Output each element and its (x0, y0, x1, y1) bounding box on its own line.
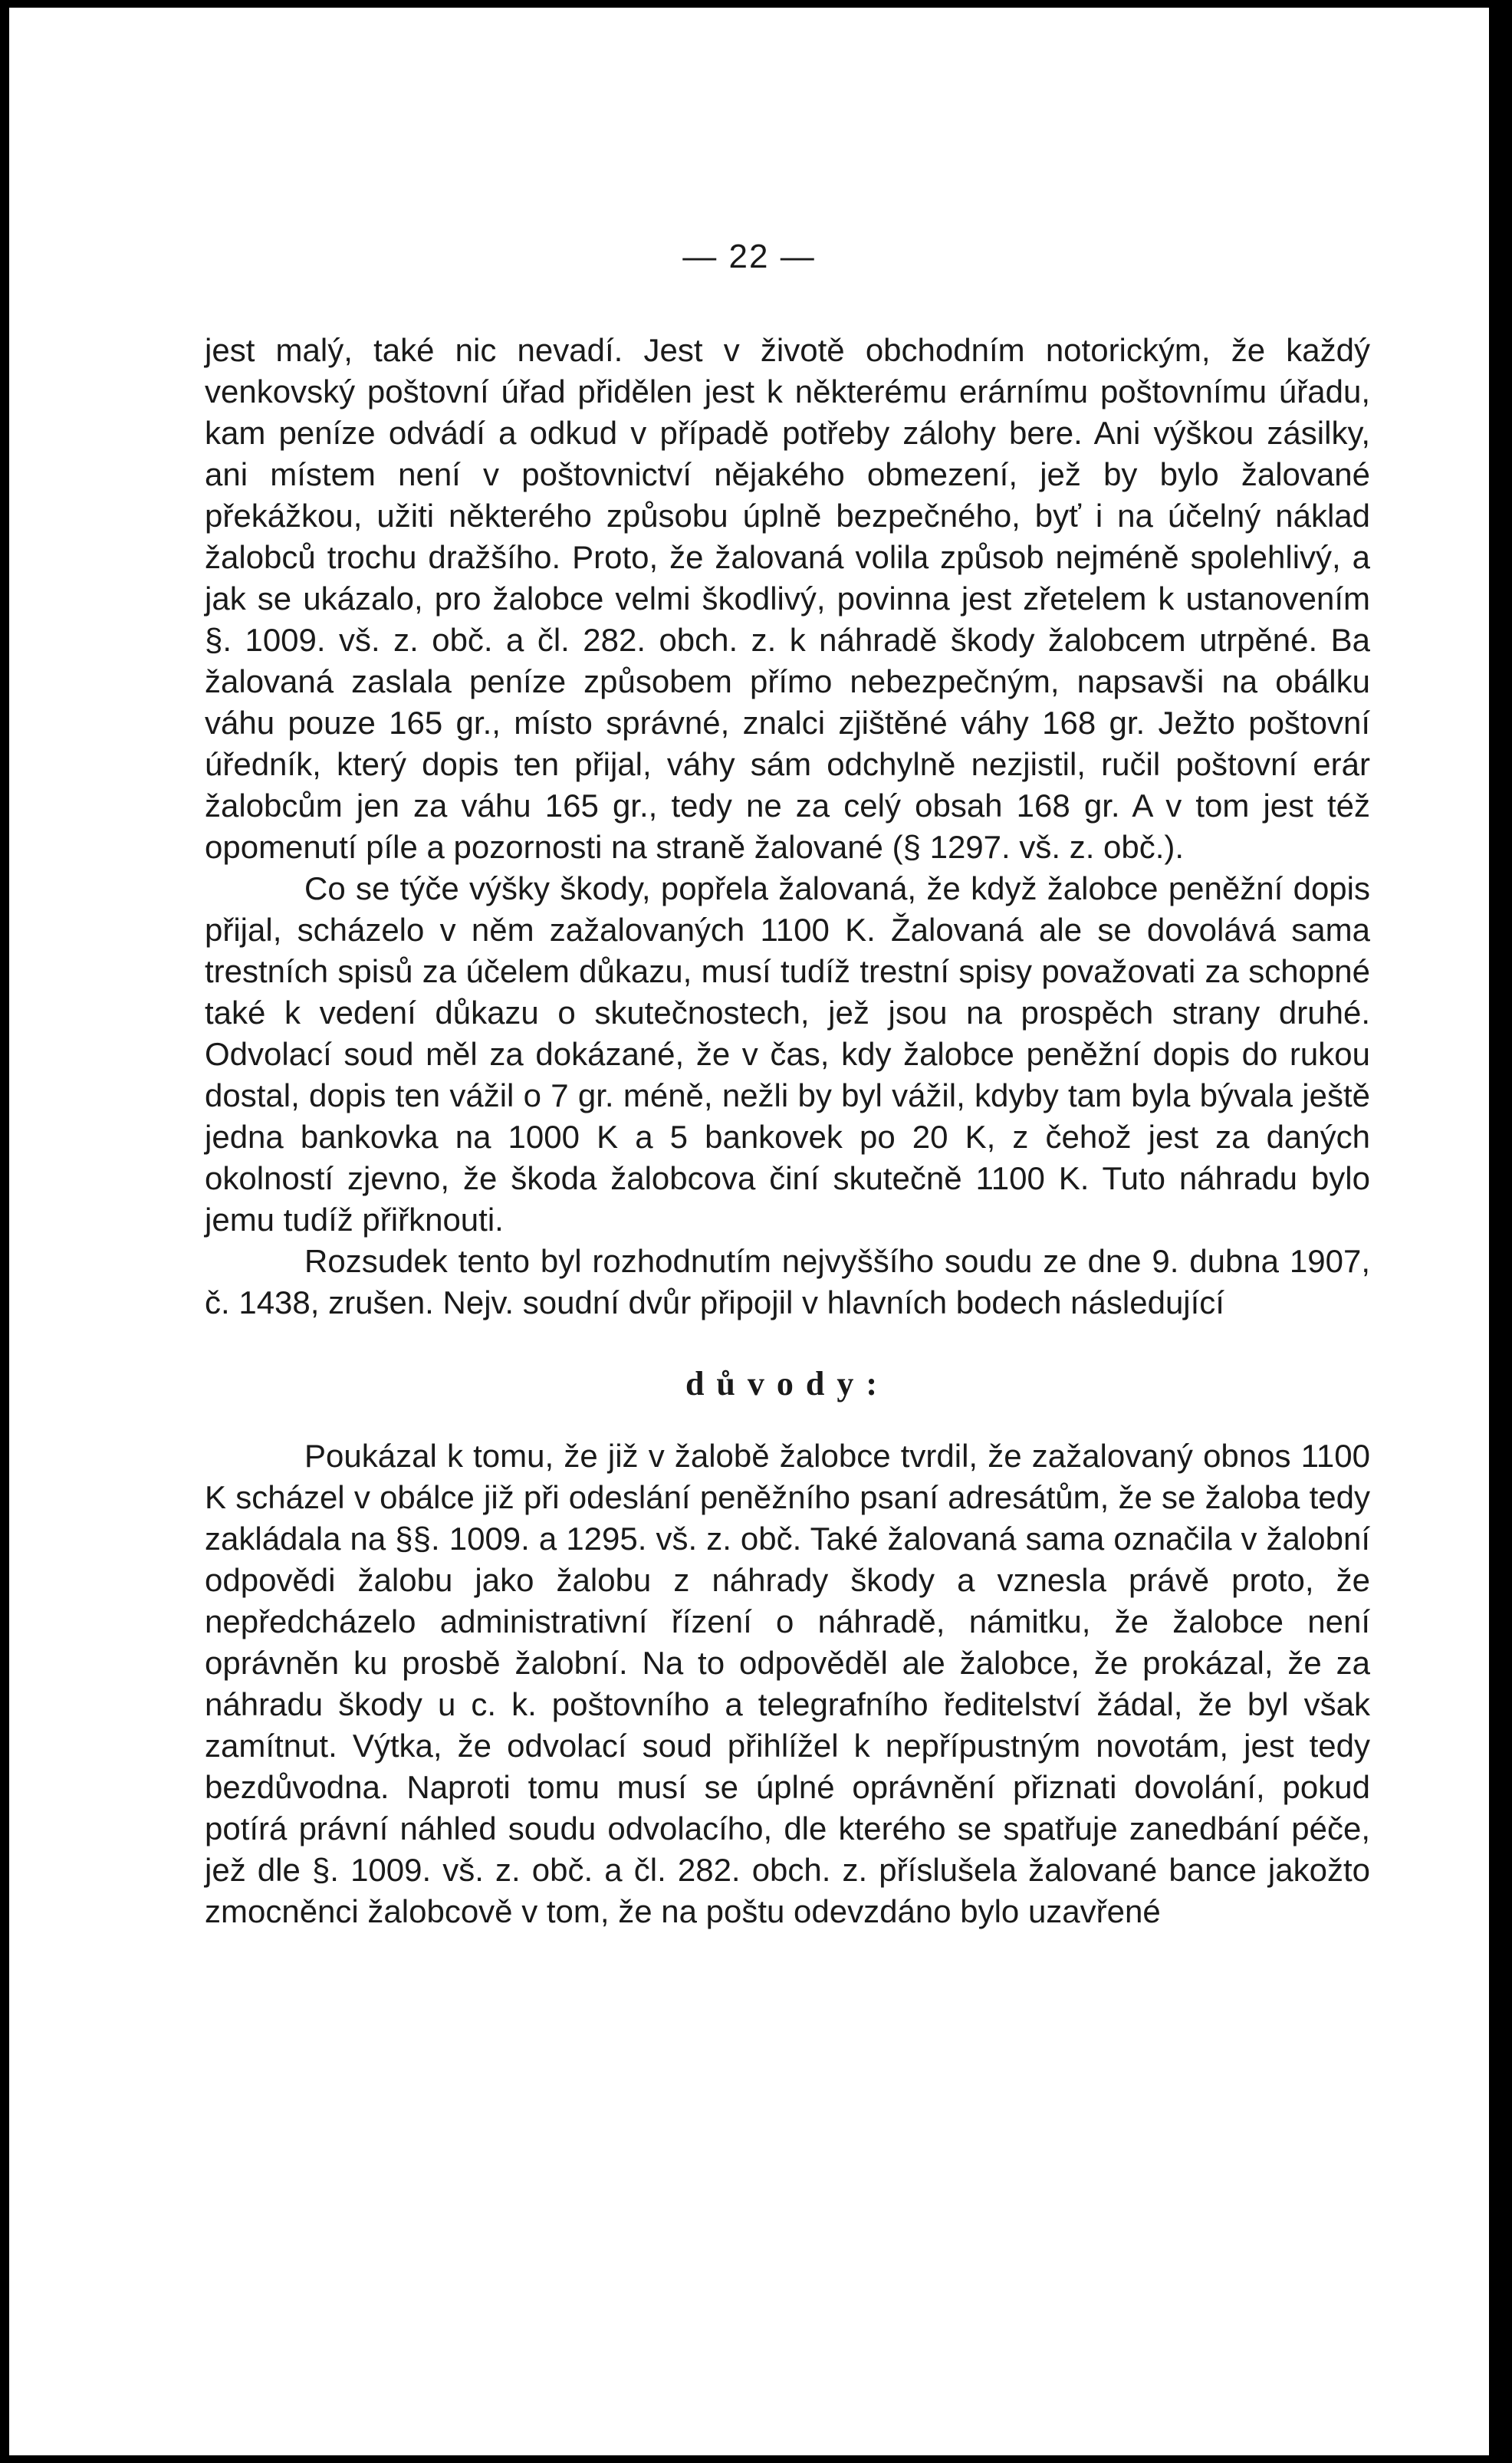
section-heading: důvody: (685, 1365, 890, 1402)
page-number: — 22 — (682, 238, 816, 275)
document-page (9, 8, 1489, 2455)
paragraph-1: jest malý, také nic nevadí. Jest v životě obchodním notorickým, že každý venkovský poštovní úřad přidělen jest k některému erárnímu poštovnímu úřadu, kam peníze odvádí a odkud v případě potřeby zálohy bere. Ani výškou zásilky, ani místem není v poštovnictví nějakého obmezení, jež by bylo žalované překážkou, užiti některého způsobu úplně bezpečného, byť i na účelný náklad žalobců trochu dražšího. Proto, že žalovaná volila způsob nejméně spolehlivý, a jak se ukázalo, pro žalobce velmi škodlivý, povinna jest zřetelem k ustanovením §. 1009. vš. z. obč. a čl. 282. obch. z. k náhradě škody žalobcem utrpěné. Ba žalovaná zaslala peníze způsobem přímo nebezpečným, napsavši na obálku váhu pouze 165 gr., místo správné, znalci zjištěné váhy 168 gr. Ježto poštovní úředník, který dopis ten přijal, váhy sám odchylně nezjistil, ručil poštovní erár žalobcům jen za váhu 165 gr., tedy ne za celý obsah 168 gr. A v tom jest též opomenutí píle a pozornosti na straně žalované (§ 1297. vš. z. obč.). (205, 332, 1370, 865)
paragraph-4: Poukázal k tomu, že již v žalobě žalobce tvrdil, že zažalovaný obnos 1100 K scházel v obálce již při odeslání peněžního psaní adresátům, že se žaloba tedy zakládala na §§. 1009. a 1295. vš. z. obč. Také žalovaná sama označila v žalobní odpovědi žalobu jako žalobu z náhrady škody a vznesla právě proto, že nepředcházelo administrativní řízení o náhradě, námitku, že žalobce není oprávněn ku prosbě žalobní. Na to odpověděl ale žalobce, že prokázal, že za náhradu škody u c. k. poštovního a telegrafního ředitelství žádal, že byl však zamítnut. Výtka, že odvolací soud přihlížel k nepřípustným novotám, jest tedy bezdůvodna. Naproti tomu musí se úplné oprávnění přiznati dovolání, pokud potírá právní náhled soudu odvolacího, dle kterého se spatřuje zanedbání péče, jež dle §. 1009. vš. z. obč. a čl. 282. obch. z. příslušela žalované bance jakožto zmocněnci žalobcově v tom, že na poštu odevzdáno bylo uzavřené (205, 1438, 1370, 1929)
body-text (205, 330, 1370, 1932)
paragraph-3: Rozsudek tento byl rozhodnutím nejvyššího soudu ze dne 9. dubna 1907, č. 1438, zrušen. Nejv. soudní dvůr připojil v hlavních bodech následující (205, 1243, 1370, 1320)
paragraph-2: Co se týče výšky škody, popřela žalovaná, že když žalobce peněžní dopis přijal, scházelo v něm zažalovaných 1100 K. Žalovaná ale se dovolává sama trestních spisů za účelem důkazu, musí tudíž trestní spisy považovati za schopné také k vedení důkazu o skutečnostech, jež jsou na prospěch strany druhé. Odvolací soud měl za dokázané, že v čas, kdy žalobce peněžní dopis do rukou dostal, dopis ten vážil o 7 gr. méně, nežli by byl vážil, kdyby tam byla bývala ještě jedna bankovka na 1000 K a 5 bankovek po 20 K, z čehož jest za daných okolností zjevno, že škoda žalobcova činí skutečně 1100 K. Tuto náhradu bylo jemu tudíž přiřknouti. (205, 870, 1370, 1238)
